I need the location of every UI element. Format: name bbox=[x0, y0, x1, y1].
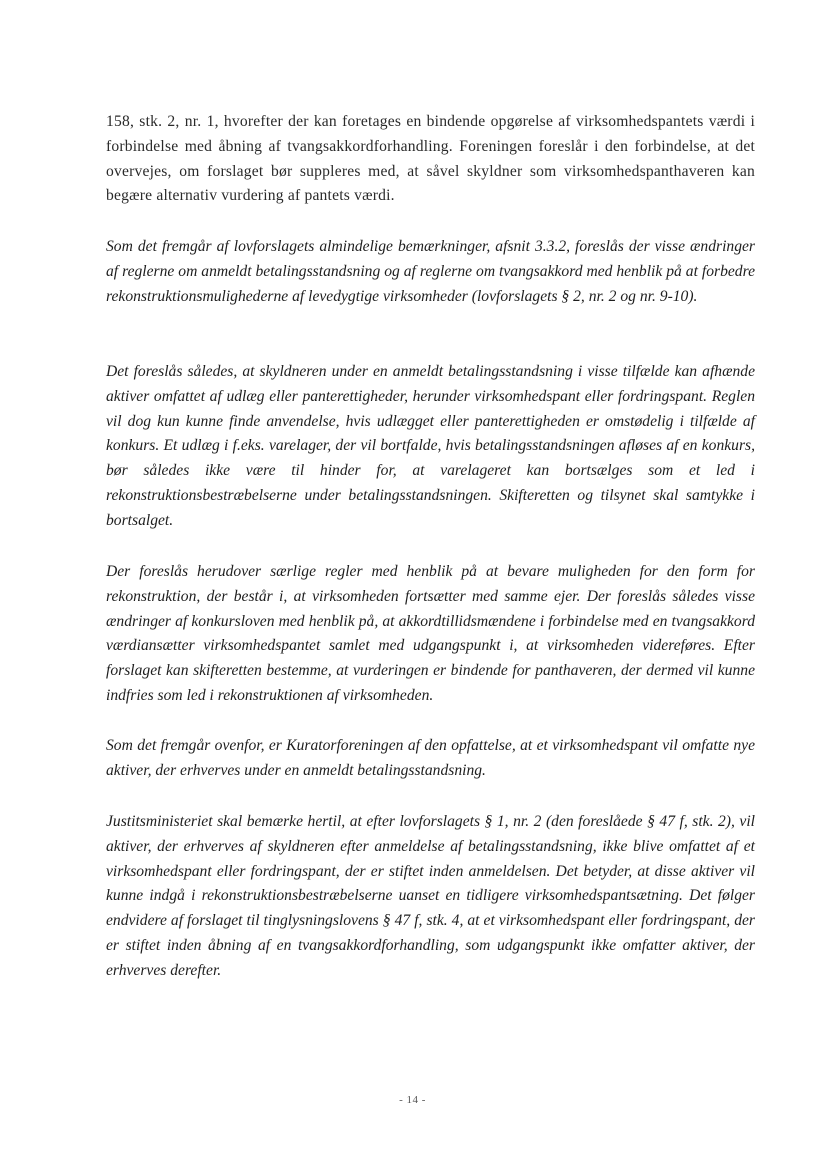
page-number: - 14 - bbox=[399, 1094, 426, 1106]
paragraph-3: Det foreslås således, at skyldneren under en anmeldt betalingsstandsning i visse tilfælde kan afhænde aktiver omfattet af udlæg eller panterettigheder, herunder virksomhedspant eller fordringspant. Reglen vil dog kun kunne finde anvendelse, hvis udlægget eller panterettigheden er omstødelig i tilfælde af konkurs. Et udlæg i f.eks. varelager, der vil bortfalde, hvis betalingsstandsningen afløses af en konkurs, bør således ikke være til hinder for, at varelageret kan bortsælges som et led i rekonstruktionsbestræbelserne under betalingsstandsningen. Skifteretten og tilsynet skal samtykke i bortsalget. bbox=[106, 363, 755, 529]
paragraph-6: Justitsministeriet skal bemærke hertil, at efter lovforslagets § 1, nr. 2 (den foreslåede § 47 f, stk. 2), vil aktiver, der erhverves af skyldneren efter anmeldelse af betalingsstandsning, ikke blive omfattet af et virksomhedspant eller fordringspant, der er stiftet inden anmeldelsen. Det betyder, at disse aktiver vil kunne indgå i rekonstruktionsbestræbelserne uanset en tidligere virksomhedspantsætning. Det følger endvidere af forslaget til tinglysningslovens § 47 f, stk. 4, at et virksomhedspant eller fordringspant, der er stiftet inden åbning af en tvangsakkordforhandling, som udgangspunkt ikke omfatter aktiver, der erhverves derefter. bbox=[106, 813, 755, 979]
paragraph-1: 158, stk. 2, nr. 1, hvorefter der kan foretages en bindende opgørelse af virksomhedspantets værdi i forbindelse med åbning af tvangsakkordforhandling. Foreningen foreslår i den forbindelse, at det overvejes, om forslaget bør suppleres med, at såvel skyldner som virksomhedspanthaveren kan begære alternativ vurdering af pantets værdi. bbox=[106, 113, 755, 205]
paragraph-4: Der foreslås herudover særlige regler med henblik på at bevare muligheden for den form for rekonstruktion, der består i, at virksomheden fortsætter med samme ejer. Der foreslås således visse ændringer af konkursloven med henblik på, at akkordtillidsmændene i forbindelse med en tvangsakkord værdiansætter virksomhedspantet samlet med udgangspunkt i, at virksomheden videreføres. Efter forslaget kan skifteretten bestemme, at vurderingen er bindende for panthaveren, der dermed vil kunne indfries som led i rekonstruktionen af virksomheden. bbox=[106, 563, 755, 704]
paragraph-2: Som det fremgår af lovforslagets almindelige bemærkninger, afsnit 3.3.2, foreslås der visse ændringer af reglerne om anmeldt betalingsstandsning og af reglerne om tvangsakkord med henblik på at forbedre rekonstruktionsmulighederne af levedygtige virksomheder (lovforslagets § 2, nr. 2 og nr. 9-10). bbox=[106, 238, 755, 305]
paragraph-5: Som det fremgår ovenfor, er Kuratorforeningen af den opfattelse, at et virksomhedspant vil omfatte nye aktiver, der erhverves under en anmeldt betalingsstandsning. bbox=[106, 737, 755, 779]
